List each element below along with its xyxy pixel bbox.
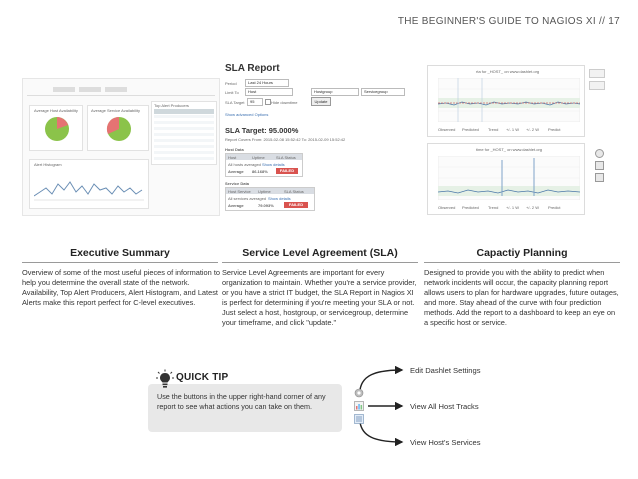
host-availability-pie <box>44 116 70 142</box>
view-all-host-tracks-label: View All Host Tracks <box>410 402 479 411</box>
exec-toolbar-button <box>79 87 101 92</box>
sla-status-col-header: SLA Status <box>276 155 296 160</box>
sla-target-input[interactable]: 95 <box>247 98 263 106</box>
service-table-header <box>226 188 314 194</box>
sla-target-heading: SLA Target: 95.000% <box>225 126 299 135</box>
limit-to-label: Limit To <box>225 90 239 95</box>
legend-predict: Predict <box>548 205 561 210</box>
capacity-planning-screenshot <box>424 58 622 224</box>
sla-report-title: SLA Report <box>225 63 280 74</box>
legend-predicted: Predicted <box>462 127 479 132</box>
service-availability-panel <box>87 105 149 151</box>
alert-histogram-title: Alert Histogram <box>34 162 62 167</box>
service-uptime-col-header: Uptime <box>258 189 271 194</box>
service-average-value: 79.093% <box>258 203 274 208</box>
host-select[interactable]: Host <box>245 88 293 96</box>
legend-predicted: Predicted <box>462 205 479 210</box>
sla-target-label: SLA Target <box>225 100 245 105</box>
service-availability-title: Average Service Availability <box>91 108 140 113</box>
alert-histogram-line <box>34 170 144 204</box>
list-icon[interactable] <box>354 414 364 424</box>
sla-rule <box>222 262 418 263</box>
executive-summary-heading: Executive Summary <box>70 247 170 259</box>
host-availability-title: Average Host Availability <box>34 108 78 113</box>
chart-1-action-button[interactable] <box>589 69 605 78</box>
legend-observed: Observed <box>438 205 456 210</box>
host-data-label: Host Data <box>225 147 244 152</box>
table-header-row <box>154 109 214 114</box>
servicegroup-select[interactable]: Servicegroup <box>361 88 405 96</box>
capacity-planning-rule <box>424 262 620 263</box>
capacity-chart-1-plot <box>438 78 580 122</box>
service-average-label: Average <box>228 203 244 208</box>
capacity-chart-1-legend <box>438 127 578 133</box>
host-data-table <box>225 153 303 177</box>
chart-1-action-button[interactable] <box>589 81 605 90</box>
chart-2-list-icon[interactable] <box>595 173 604 182</box>
view-hosts-services-label: View Host's Services <box>410 438 481 447</box>
host-average-label: Average <box>228 169 244 174</box>
alert-histogram-panel <box>29 159 149 209</box>
service-data-label: Service Data <box>225 181 250 186</box>
quick-tip-text: Use the buttons in the upper right-hand corner of any report to see what actions you can take on them. <box>157 392 326 411</box>
service-data-table <box>225 187 315 211</box>
period-select[interactable]: Last 24 Hours <box>245 79 289 87</box>
service-sla-status-col-header: SLA Status <box>284 189 304 194</box>
chart-2-gear-icon[interactable] <box>595 149 604 158</box>
legend-observed: Observed <box>438 127 456 132</box>
hide-downtime-label: Hide downtime <box>271 100 298 105</box>
sla-heading: Service Level Agreement (SLA) <box>242 247 398 259</box>
quick-tip-title: QUICK TIP <box>176 372 229 383</box>
service-row-label: All services averaged <box>228 196 267 201</box>
lightbulb-icon <box>156 369 174 389</box>
advanced-options-link[interactable]: Show advanced Options <box>225 112 269 117</box>
executive-summary-text: Overview of some of the most useful pieces of information to help you determine the overall state of the network. Availability, Top Alert Producers, Alert Histogram, and Latest Alerts make this report perfect for C-level executives. <box>22 268 220 307</box>
legend-1w: +/- 1 W <box>506 205 520 210</box>
capacity-planning-heading: Capactiy Planning <box>476 247 568 259</box>
capacity-chart-2-title: time for _HOST_ on www.dashlet.org <box>476 147 543 152</box>
capacity-chart-2-plot <box>438 156 580 200</box>
sla-report-screenshot <box>222 56 420 224</box>
capacity-chart-1 <box>427 65 585 137</box>
legend-trend: Trend <box>488 127 499 132</box>
host-row-label: All hosts averaged <box>228 162 261 167</box>
legend-1w: +/- 1 W <box>506 127 520 132</box>
host-col-header: Host <box>228 155 237 160</box>
host-availability-panel <box>29 105 83 151</box>
legend-2w: +/- 2 W <box>526 127 540 132</box>
capacity-chart-2-legend <box>438 205 578 211</box>
period-label: Period <box>225 81 237 86</box>
service-availability-pie <box>106 116 132 142</box>
legend-2w: +/- 2 W <box>526 205 540 210</box>
capacity-chart-2 <box>427 143 585 215</box>
executive-summary-rule <box>22 262 218 263</box>
edit-dashlet-settings-label: Edit Dashlet Settings <box>410 366 481 375</box>
legend-predict: Predict <box>548 127 561 132</box>
service-col-header: Host Service <box>228 189 251 194</box>
update-button[interactable]: Update <box>311 97 331 106</box>
host-table-header <box>226 154 302 160</box>
executive-summary-screenshot <box>22 78 220 216</box>
host-failed-badge: FAILED <box>276 168 298 174</box>
report-covers-text: Report Covers From: 2015-02-08 15:52:42 To: 2015-02-09 15:52:42 <box>225 137 346 142</box>
sla-text: Service Level Agreements are important for every organization to maintain. Whether you're a service provider, or you have a strict IT budget, the SLA Report in Nagios XI is perfect for determining if you're meeting your SLA or not. Just select a host, hostgroup, or servicegroup, determine your timeframe, and click "update." <box>222 268 417 327</box>
top-alert-producers-title: Top Alert Producers <box>154 103 189 108</box>
host-row-link[interactable]: Show details <box>262 162 285 167</box>
gear-icon[interactable] <box>354 388 364 398</box>
service-row-link[interactable]: Show details <box>268 196 291 201</box>
table-rows <box>154 115 214 161</box>
capacity-chart-1-title: rta for _HOST_ on www.dashlet.org <box>476 69 540 74</box>
legend-trend: Trend <box>488 205 499 210</box>
exec-toolbar-button <box>53 87 75 92</box>
exec-toolbar-button <box>105 87 127 92</box>
host-average-value: 86.168% <box>252 169 268 174</box>
top-alert-producers-table <box>151 101 217 165</box>
uptime-col-header: Uptime <box>252 155 265 160</box>
chart-2-graph-icon[interactable] <box>595 161 604 170</box>
page-header-title: THE BEGINNER'S GUIDE TO NAGIOS XI // 17 <box>397 16 620 27</box>
capacity-planning-text: Designed to provide you with the ability to predict when network incidents will occur, the capacity planning report allows users to plan for hardware upgrades, future outages, and more. Stay ahead of the curve with four prediction methods. Add the report to a dashboard to keep an eye on a specific host or service. <box>424 268 619 327</box>
graph-icon[interactable] <box>354 401 364 411</box>
service-failed-badge: FAILED <box>284 202 308 208</box>
action-arrows <box>340 362 410 462</box>
hostgroup-select[interactable]: Hostgroup <box>311 88 359 96</box>
